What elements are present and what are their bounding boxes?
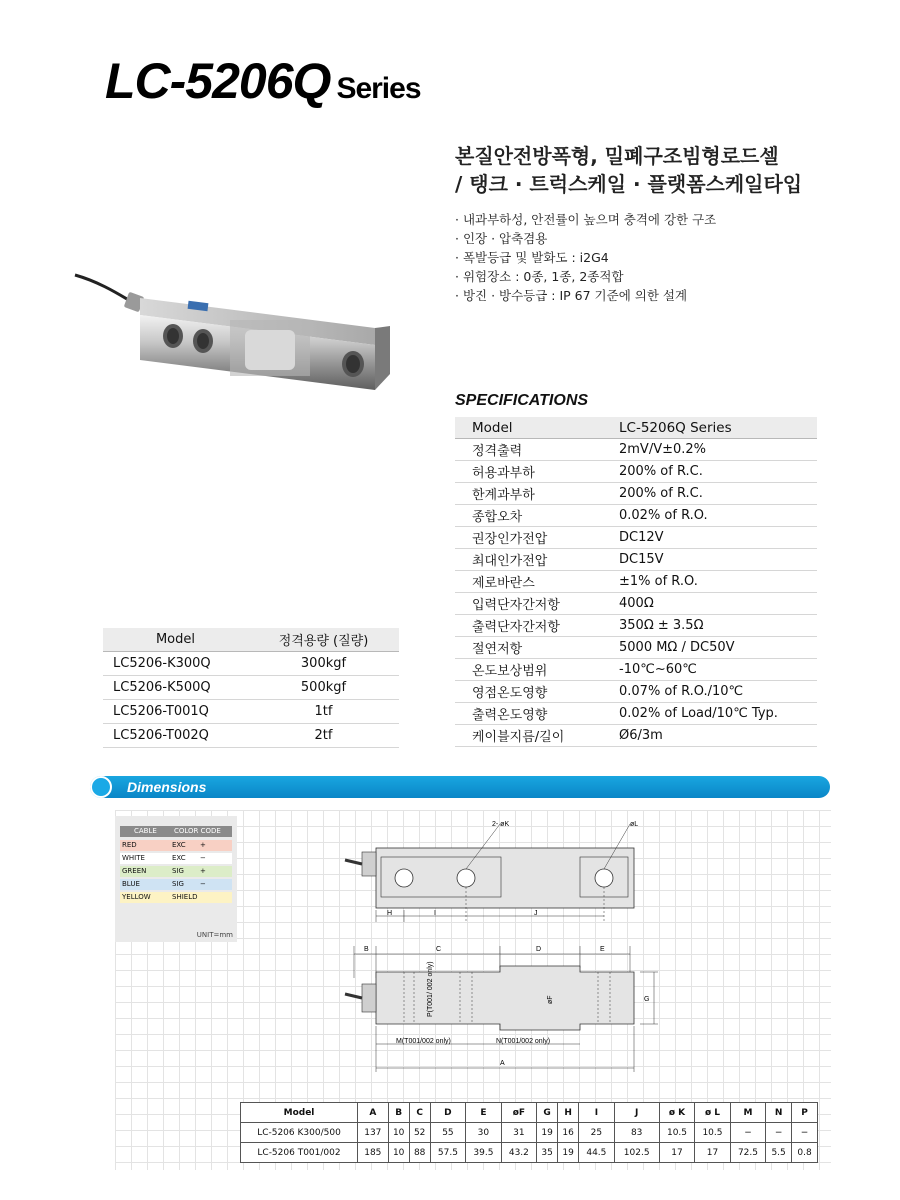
table-row [455,439,817,461]
spec-header-key: Model [455,417,602,439]
spec-value: ±1% of R.O. [602,571,817,593]
dim-cell: 39.5 [466,1143,501,1163]
dim-column-header: Model [241,1103,358,1123]
dim-cell: 10.5 [695,1123,730,1143]
title-main: LC-5206Q [105,53,331,109]
spec-key: 입력단자간저항 [455,593,602,615]
dim-column-header: P [792,1103,818,1123]
color-code-row [120,853,232,864]
color-code-row [120,840,232,851]
dim-column-header: øF [501,1103,536,1123]
cable-color-code [115,816,237,942]
headline-line-2: / 탱크 · 트럭스케일 · 플랫폼스케일타입 [455,172,803,196]
dim-column-header: D [430,1103,465,1123]
feature-item: · 위험장소 : 0종, 1종, 2종적합 [455,269,624,284]
table-row [455,681,817,703]
table-row [103,724,399,748]
headline [455,142,802,198]
title-sub: Series [336,72,421,105]
spec-value: -10℃~60℃ [602,659,817,681]
model-name: LC5206-T001Q [103,700,248,724]
color-code-header [120,826,232,837]
wire-color: WHITE [122,854,145,862]
label-n: N(T001/002 only) [496,1038,551,1045]
dimension-table [240,1102,818,1163]
table-row [455,549,817,571]
dim-column-header: I [579,1103,614,1123]
spec-key: 한계과부하 [455,483,602,505]
table-row [455,725,817,747]
dim-column-header: A [358,1103,389,1123]
dim-cell: 17 [659,1143,694,1163]
spec-header-value: LC-5206Q Series [602,417,817,439]
dim-cell: 5.5 [766,1143,792,1163]
dim-column-header: G [537,1103,558,1123]
spec-key: 출력온도영향 [455,703,602,725]
label-h: H [387,910,393,917]
dim-column-header: H [558,1103,579,1123]
table-row [241,1143,818,1163]
dim-cell: LC-5206 T001/002 [241,1143,358,1163]
spec-value: DC12V [602,527,817,549]
dim-cell: 19 [537,1123,558,1143]
wire-polarity: − [200,854,206,862]
dim-column-header: N [766,1103,792,1123]
dim-cell: 102.5 [614,1143,659,1163]
dim-column-header: J [614,1103,659,1123]
spec-value: DC15V [602,549,817,571]
dim-cell: 57.5 [430,1143,465,1163]
dim-cell: 72.5 [730,1143,765,1163]
dim-column-header: E [466,1103,501,1123]
wire-signal: SIG [172,880,184,888]
spec-key: 온도보상범위 [455,659,602,681]
wire-signal: SHIELD [172,893,198,901]
dim-cell: 44.5 [579,1143,614,1163]
wire-color: GREEN [122,867,147,875]
label-m: M(T001/002 only) [396,1038,451,1045]
color-code-row [120,879,232,890]
wire-signal: EXC [172,854,186,862]
dim-cell: 31 [501,1123,536,1143]
wire-signal: SIG [172,867,184,875]
dim-cell: 55 [430,1123,465,1143]
color-code-row [120,892,232,903]
spec-key: 출력단자간저항 [455,615,602,637]
spec-key: 허용과부하 [455,461,602,483]
unit-label: UNIT=mm [196,931,233,939]
spec-value: 0.07% of R.O./10℃ [602,681,817,703]
table-row [455,703,817,725]
spec-value: 0.02% of Load/10℃ Typ. [602,703,817,725]
dim-cell: LC-5206 K300/500 [241,1123,358,1143]
table-row [455,637,817,659]
spec-value: 5000 MΩ / DC50V [602,637,817,659]
spec-key: 종합오차 [455,505,602,527]
model-name: LC5206-T002Q [103,724,248,748]
dim-cell: 52 [409,1123,430,1143]
spec-key: 정격출력 [455,439,602,461]
spec-key: 절연저항 [455,637,602,659]
color-code-header-cable: CABLE [134,827,157,835]
dim-cell: 88 [409,1143,430,1163]
headline-line-1: 본질안전방폭형, 밀폐구조빔형로드셀 [455,144,779,168]
spec-key: 권장인가전압 [455,527,602,549]
dim-cell: − [730,1123,765,1143]
wire-polarity: − [200,880,206,888]
dim-cell: 19 [558,1143,579,1163]
dim-cell: 10.5 [659,1123,694,1143]
dim-cell: − [766,1123,792,1143]
model-capacity: 1tf [248,700,399,724]
table-row [455,483,817,505]
page-title [105,52,421,110]
dim-cell: − [792,1123,818,1143]
table-row [455,571,817,593]
table-row [455,461,817,483]
label-g: G [644,996,650,1003]
dim-cell: 83 [614,1123,659,1143]
table-row [455,615,817,637]
table-row [103,676,399,700]
table-header-row [103,628,399,652]
dim-cell: 0.8 [792,1143,818,1163]
model-name: LC5206-K500Q [103,676,248,700]
product-image [70,240,410,400]
dim-cell: 16 [558,1123,579,1143]
dim-cell: 43.2 [501,1143,536,1163]
table-row [103,700,399,724]
dim-cell: 10 [388,1143,409,1163]
label-f: øF [547,995,554,1004]
label-e: E [600,946,605,953]
label-k: 2- øK [492,821,510,828]
dim-cell: 10 [388,1123,409,1143]
dim-cell: 137 [358,1123,389,1143]
label-p: P(T001/ 002 only) [427,961,434,1017]
table-row [455,527,817,549]
spec-value: 400Ω [602,593,817,615]
wire-color: RED [122,841,137,849]
dim-column-header: B [388,1103,409,1123]
table-row [455,593,817,615]
model-capacity: 500kgf [248,676,399,700]
dimensions-heading: Dimensions [127,779,207,795]
feature-item: · 내과부하성, 안전률이 높으며 충격에 강한 구조 [455,212,717,227]
wire-polarity: + [200,867,206,875]
table-row [241,1123,818,1143]
dim-cell: 25 [579,1123,614,1143]
dim-cell: 17 [695,1143,730,1163]
capacity-header: 정격용량 (질량) [248,628,399,652]
dim-column-header: ø K [659,1103,694,1123]
color-code-header-code: COLOR CODE [174,827,221,835]
table-row [103,652,399,676]
label-j: J [534,910,538,917]
table-header-row [241,1103,818,1123]
model-capacity: 2tf [248,724,399,748]
dimension-drawing [340,812,670,1077]
spec-value: 350Ω ± 3.5Ω [602,615,817,637]
spec-value: 2mV/V±0.2% [602,439,817,461]
dim-column-header: ø L [695,1103,730,1123]
model-header: Model [103,628,248,652]
specifications-heading: SPECIFICATIONS [455,392,589,409]
table-row [455,659,817,681]
wire-color: YELLOW [122,893,151,901]
label-a: A [500,1060,505,1067]
spec-value: 0.02% of R.O. [602,505,817,527]
feature-list [455,210,716,305]
wire-signal: EXC [172,841,186,849]
wire-polarity: + [200,841,206,849]
feature-item: · 폭발등급 및 발화도 : i2G4 [455,250,609,265]
dim-column-header: C [409,1103,430,1123]
spec-key: 영점온도영향 [455,681,602,703]
dim-cell: 185 [358,1143,389,1163]
label-i: I [434,910,436,917]
color-code-row [120,866,232,877]
spec-value: Ø6/3m [602,725,817,747]
label-l: øL [630,821,639,828]
feature-item: · 방진 · 방수등급 : IP 67 기준에 의한 설계 [455,288,688,303]
spec-key: 케이블지름/길이 [455,725,602,747]
label-b: B [364,946,369,953]
model-capacity: 300kgf [248,652,399,676]
specifications-table [455,417,817,747]
wire-color: BLUE [122,880,140,888]
dim-cell: 35 [537,1143,558,1163]
dim-column-header: M [730,1103,765,1123]
dim-cell: 30 [466,1123,501,1143]
table-row [455,505,817,527]
spec-key: 제로바란스 [455,571,602,593]
feature-item: · 인장 · 압축겸용 [455,231,548,246]
label-d: D [536,946,542,953]
label-c: C [436,946,442,953]
spec-value: 200% of R.C. [602,461,817,483]
spec-value: 200% of R.C. [602,483,817,505]
spec-key: 최대인가전압 [455,549,602,571]
table-header-row [455,417,817,439]
model-name: LC5206-K300Q [103,652,248,676]
model-capacity-table [103,628,399,748]
section-bullet-icon [90,776,112,798]
